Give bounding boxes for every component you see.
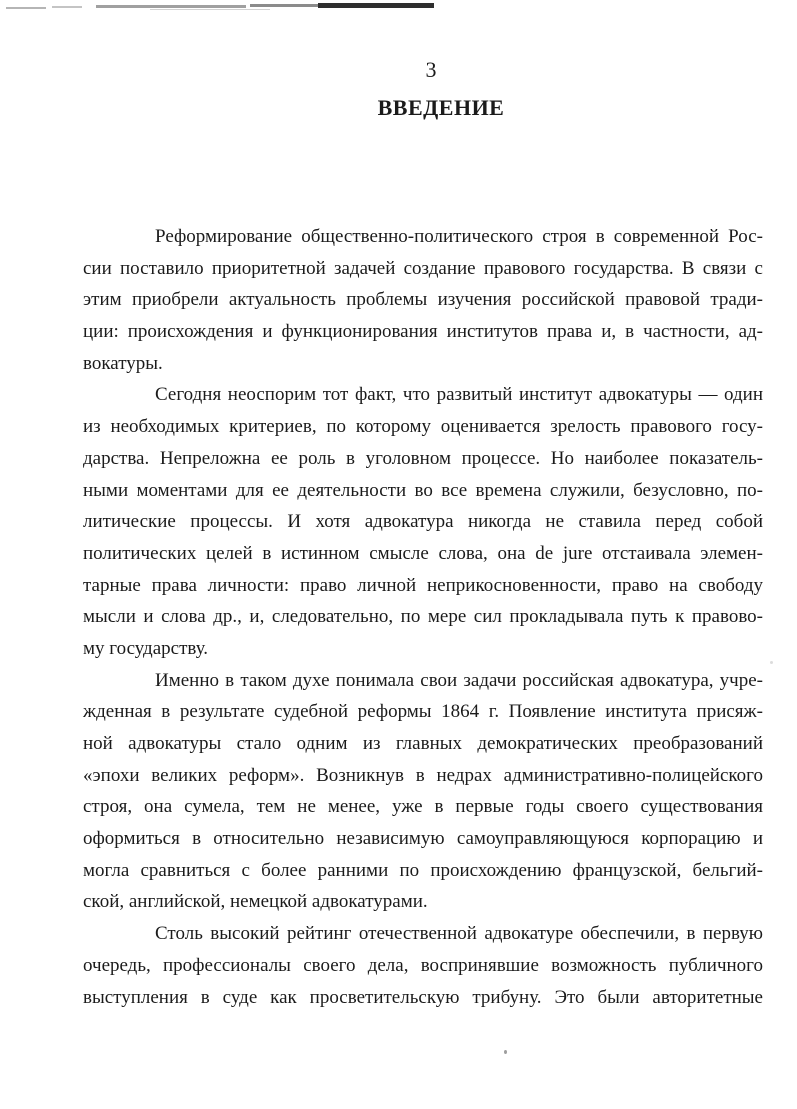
text-line: ции: происхождения и функционирования институтов права и, в частности, ад- <box>83 321 763 343</box>
text-line: могла сравниться с более ранними по происхождению французской, бельгий- <box>83 859 763 881</box>
text-line: очередь, профессионалы своего дела, воспринявшие возможность публичного <box>83 954 763 976</box>
text-line: дарства. Непреложна ее роль в уголовном процессе. Но наиболее показатель- <box>83 447 763 469</box>
scan-artifact-top-edge <box>6 7 46 9</box>
text-line: этим приобрели актуальность проблемы изучения российской правовой тради- <box>83 289 763 311</box>
text-line: вокатуры. <box>83 352 163 374</box>
text-line: Именно в таком духе понимала свои задачи российская адвокатура, учре- <box>155 669 763 691</box>
text-line: литические процессы. И хотя адвокатура никогда не ставила перед собой <box>83 511 763 533</box>
scan-artifact-top-edge <box>250 4 320 7</box>
text-line: «эпохи великих реформ». Возникнув в недрах административно-полицейского <box>83 764 763 786</box>
scan-artifact-top-edge <box>318 3 434 8</box>
text-line: Реформирование общественно-политического строя в современной Рос- <box>155 226 763 247</box>
page-number: 3 <box>425 57 437 82</box>
text-line: му государству. <box>83 637 209 659</box>
section-heading: ВВЕДЕНИЕ <box>377 95 505 120</box>
text-line: ной адвокатуры стало одним из главных демократических преобразований <box>83 733 763 754</box>
text-line: сии поставило приоритетной задачей создание правового государства. В связи с <box>83 257 763 279</box>
text-line: жденная в результате судебной реформы 1864 г. Появление института присяж- <box>83 701 763 723</box>
scan-artifact-dot <box>770 661 773 664</box>
text-line: мысли и слова др., и, следовательно, по мере сил прокладывала путь к правово- <box>83 606 763 628</box>
text-line: из необходимых критериев, по которому оценивается зрелость правового госу- <box>83 416 763 438</box>
text-line: выступления в суде как просветительскую трибуну. Это были авторитетные <box>83 986 763 1008</box>
text-line: Столь высокий рейтинг отечественной адвокатуре обеспечили, в первую <box>155 923 763 945</box>
text-line: строя, она сумела, тем не менее, уже в первые годы своего существования <box>83 796 763 818</box>
scan-artifact-top-edge <box>96 5 246 8</box>
text-line: ской, английской, немецкой адвокатурами. <box>83 891 428 913</box>
text-line: политических целей в истинном смысле слова, она de jure отстаивала элемен- <box>83 542 763 564</box>
text-line: Сегодня неоспорим тот факт, что развитый институт адвокатуры — один <box>155 384 763 406</box>
scan-artifact-top-edge <box>150 9 270 10</box>
text-line: тарные права личности: право личной неприкосновенности, право на свободу <box>83 574 763 596</box>
text-line: ными моментами для ее деятельности во все времена служили, безусловно, по- <box>83 479 763 501</box>
scan-artifact-top-edge <box>52 6 82 8</box>
body-text <box>83 221 763 1013</box>
scan-artifact-dot <box>504 1050 507 1054</box>
text-line: оформиться в относительно независимую самоуправляющуюся корпорацию и <box>83 828 763 850</box>
